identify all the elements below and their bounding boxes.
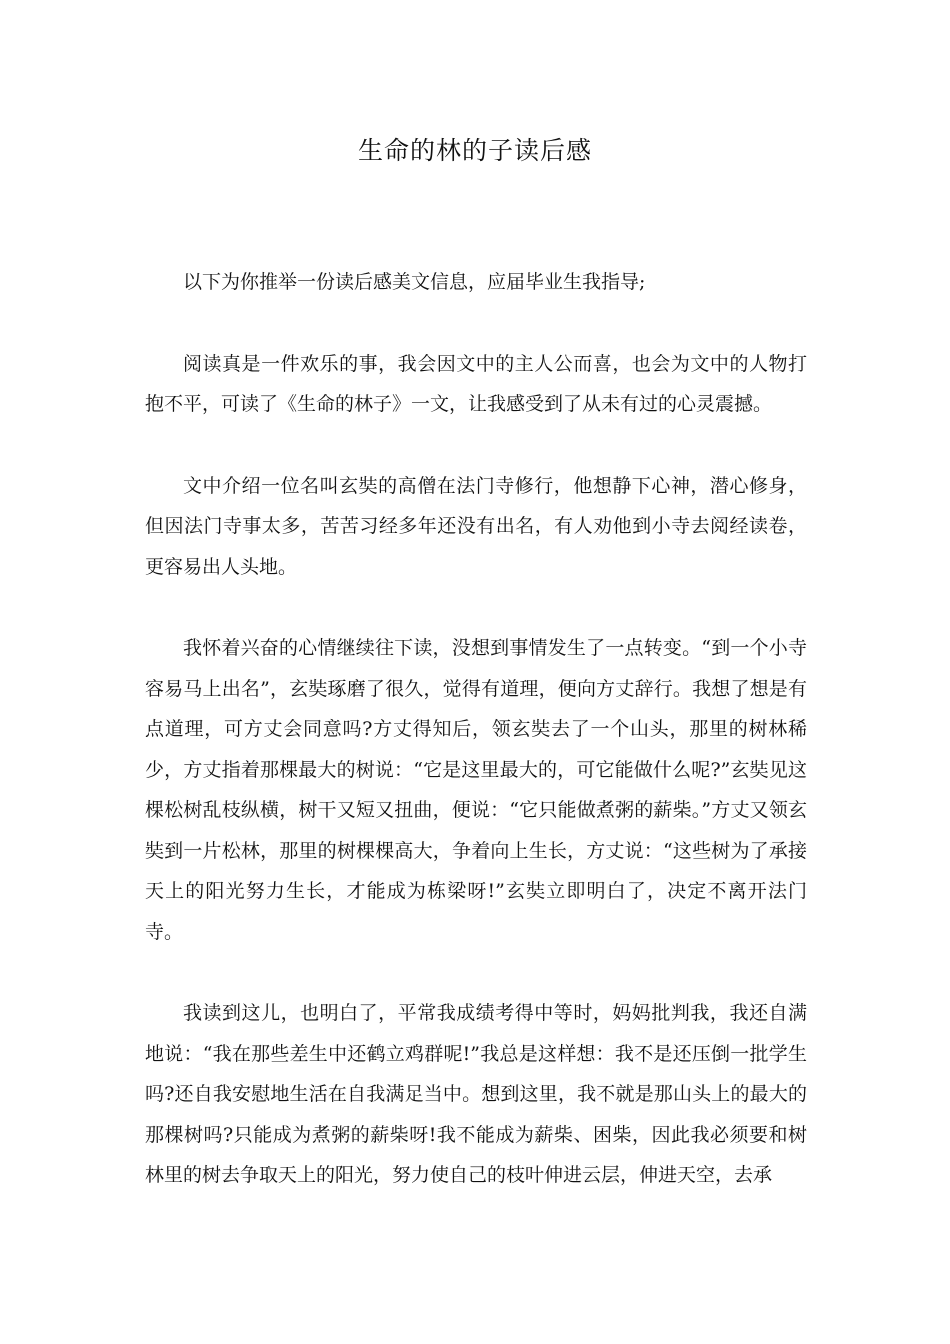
document-title: 生命的林的子读后感 <box>357 136 592 165</box>
paragraph-xuanzang-intro: 文中介绍一位名叫玄奘的高僧在法门寺修行，他想静下心神，潜心修身，但因法门寺事太多，苦苦习经多年还没有出名，有人劝他到小寺去阅经读卷，更容易出人头地。 <box>145 474 807 578</box>
paragraph-story-turn: 我怀着兴奋的心情继续往下读，没想到事情发生了一点转变。“到一个小寺容易马上出名”，玄奘琢磨了很久，觉得有道理，便向方丈辞行。我想了想是有点道理，可方丈会同意吗?方丈得知后，领玄奘去了一个山头，那里的树林稀少，方丈指着那棵最大的树说：“它是这里最大的，可它能做什么呢?”玄奘见这棵松树乱枝纵横，树干又短又扭曲，便说：“它只能做煮粥的薪柴。”方丈又领玄奘到一片松林，那里的树棵棵高大，争着向上生长，方丈说：“这些树为了承接天上的阳光努力生长，才能成为栋梁呀!”玄奘立即明白了，决定不离开法门寺。 <box>145 637 807 943</box>
paragraph-reading-joy: 阅读真是一件欢乐的事，我会因文中的主人公而喜，也会为文中的人物打抱不平，可读了《生命的林子》一文，让我感受到了从未有过的心灵震撼。 <box>145 352 807 415</box>
document-body <box>145 262 807 1237</box>
paragraph-intro: 以下为你推举一份读后感美文信息，应届毕业生我指导; <box>183 271 646 293</box>
paragraph-reflection: 我读到这儿，也明白了，平常我成绩考得中等时，妈妈批判我，我还自满地说：“我在那些差生中还鹤立鸡群呢!”我总是这样想：我不是还压倒一批学生吗?还自我安慰地生活在自我满足当中。想到这里，我不就是那山头上的最大的那棵树吗?只能成为煮粥的薪柴呀!我不能成为薪柴、困柴，因此我必须要和树林里的树去争取天上的阳光，努力使自己的枝叶伸进云层，伸进天空，去承 <box>145 1002 807 1186</box>
